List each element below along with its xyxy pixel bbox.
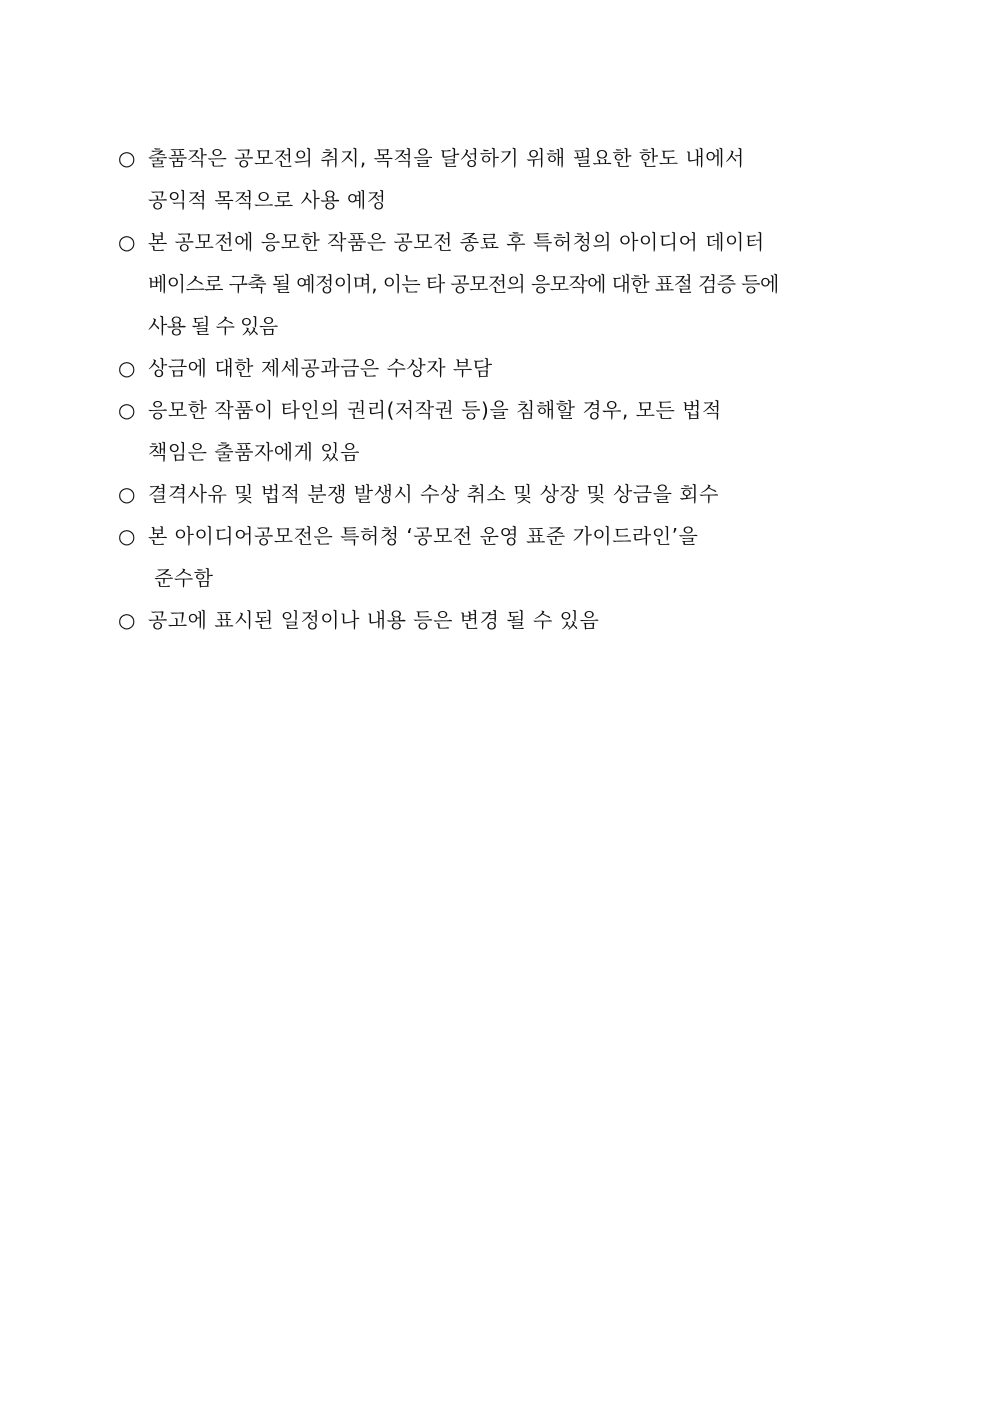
notice-list (118, 137, 898, 641)
circle-bullet-icon: ○ (118, 146, 136, 170)
notice-text: 상금에 대한 제세공과금은 수상자 부담 (148, 356, 493, 380)
circle-bullet-icon: ○ (118, 230, 136, 254)
circle-bullet-icon: ○ (118, 356, 136, 380)
circle-bullet-icon: ○ (118, 398, 136, 422)
notice-text: 공익적 목적으로 사용 예정 (148, 188, 387, 212)
notice-text: 책임은 출품자에게 있음 (148, 440, 360, 464)
notice-item-changes (118, 599, 898, 641)
notice-text: 결격사유 및 법적 분쟁 발생시 수상 취소 및 상장 및 상금을 회수 (148, 482, 719, 506)
notice-text: 출품작은 공모전의 취지, 목적을 달성하기 위해 필요한 한도 내에서 (148, 146, 745, 170)
notice-item-disqualification (118, 473, 898, 515)
notice-item-database (118, 221, 898, 347)
notice-text: 본 아이디어공모전은 특허청 ‘공모전 운영 표준 가이드라인’을 (148, 524, 699, 548)
notice-text: 베이스로 구축 될 예정이며, 이는 타 공모전의 응모작에 대한 표절 검증 등에 (148, 272, 779, 296)
notice-text: 공고에 표시된 일정이나 내용 등은 변경 될 수 있음 (148, 608, 600, 632)
notice-text: 준수함 (154, 566, 214, 590)
circle-bullet-icon: ○ (118, 482, 136, 506)
notice-item-tax (118, 347, 898, 389)
circle-bullet-icon: ○ (118, 608, 136, 632)
notice-item-guideline (118, 515, 898, 599)
notice-text: 본 공모전에 응모한 작품은 공모전 종료 후 특허청의 아이디어 데이터 (148, 230, 765, 254)
notice-item-usage (118, 137, 898, 221)
notice-text: 응모한 작품이 타인의 권리(저작권 등)을 침해할 경우, 모든 법적 (148, 398, 722, 422)
circle-bullet-icon: ○ (118, 524, 136, 548)
notice-text: 사용 될 수 있음 (148, 314, 278, 338)
notice-item-rights (118, 389, 898, 473)
